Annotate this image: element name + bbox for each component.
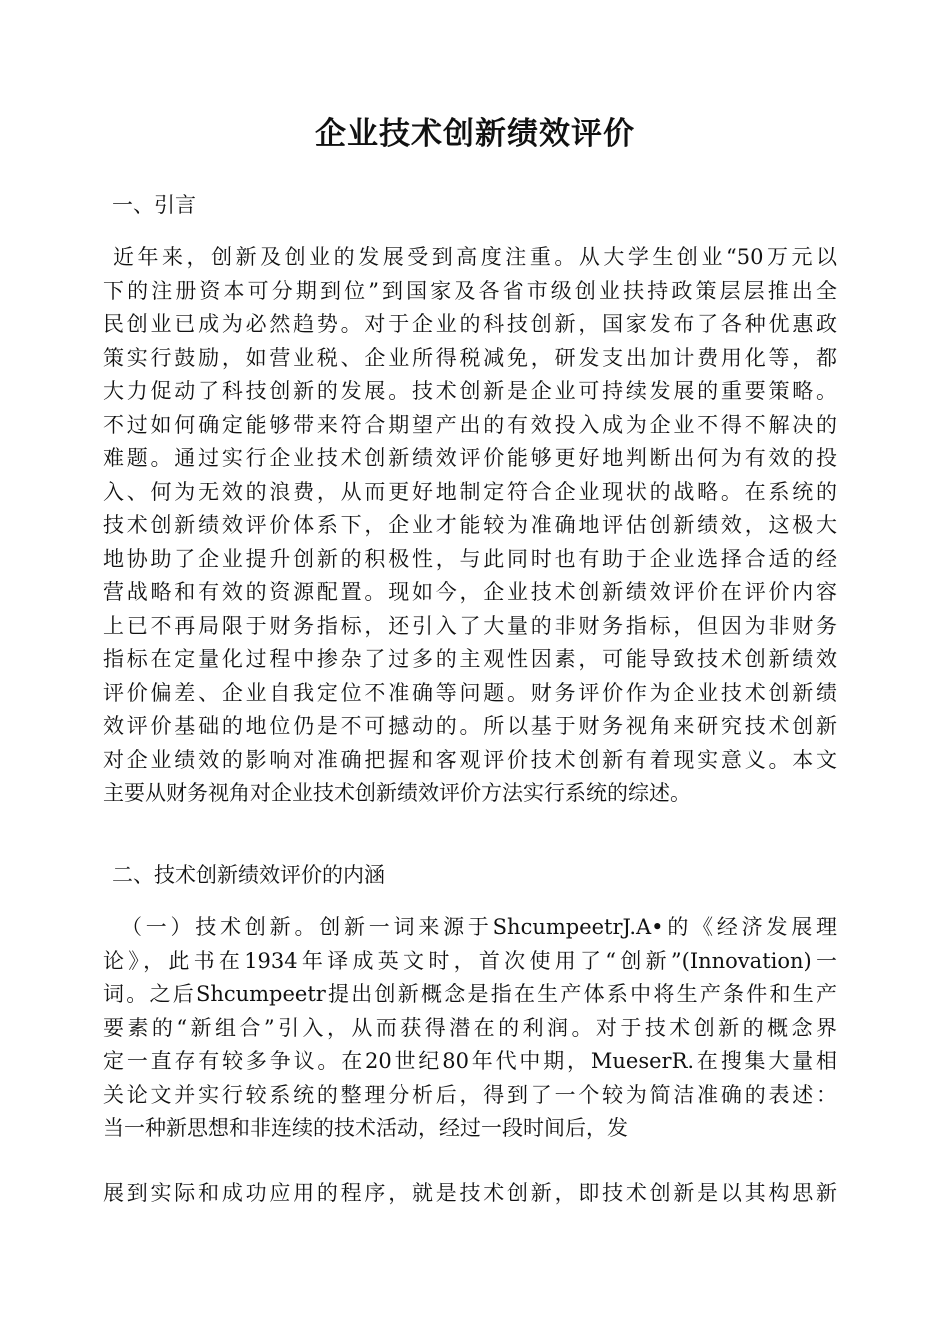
paragraph-line: 大力促动了科技创新的发展。技术创新是企业可持续发展的重要策略。	[103, 379, 837, 403]
paragraph-line: 地协助了企业提升创新的积极性，与此同时也有助于企业选择合适的经	[103, 546, 837, 571]
paragraph-line: 下的注册资本可分期到位”到国家及各省市级创业扶持政策层层推出全	[103, 278, 837, 303]
section-heading-introduction: 一、引言	[112, 193, 196, 217]
paragraph-line: 评价偏差、企业自我定位不准确等问题。财务评价作为企业技术创新绩	[103, 680, 837, 705]
paragraph-line: 词。之后Shcumpeetr提出创新概念是指在生产体系中将生产条件和生产	[103, 982, 837, 1006]
paragraph-line: 营战略和有效的资源配置。现如今，企业技术创新绩效评价在评价内容	[103, 580, 837, 604]
paragraph-line: 近年来，创新及创业的发展受到高度注重。从大学生创业“50万元以	[113, 245, 837, 269]
paragraph-technology-innovation	[103, 911, 837, 1146]
paragraph-line: 要素的“新组合”引入，从而获得潜在的利润。对于技术创新的概念界	[103, 1015, 837, 1040]
paragraph-line: 民创业已成为必然趋势。对于企业的科技创新，国家发布了各种优惠政	[103, 312, 837, 336]
paragraph-line: 入、何为无效的浪费，从而更好地制定符合企业现状的战略。在系统的	[103, 479, 837, 504]
paragraph-line: 效评价基础的地位仍是不可撼动的。所以基于财务视角来研究技术创新	[103, 714, 837, 738]
section-heading-connotation: 二、技术创新绩效评价的内涵	[112, 863, 385, 887]
paragraph-line: （一）技术创新。创新一词来源于ShcumpeetrJ.A•的《经济发展理	[121, 915, 837, 939]
paragraph-line: 展到实际和成功应用的程序，就是技术创新，即技术创新是以其构思新	[103, 1181, 837, 1205]
paragraph-line: 上已不再局限于财务指标，还引入了大量的非财务指标，但因为非财务	[103, 613, 837, 638]
paragraph-introduction	[103, 241, 837, 811]
paragraph-line: 难题。通过实行企业技术创新绩效评价能够更好地判断出何为有效的投	[103, 446, 837, 470]
paragraph-line: 指标在定量化过程中掺杂了过多的主观性因素，可能导致技术创新绩效	[103, 647, 837, 671]
document-title: 企业技术创新绩效评价	[315, 116, 635, 152]
paragraph-line: 论》，此书在1934年译成英文时，首次使用了“创新”(Innovation)一	[103, 948, 837, 973]
paragraph-line: 技术创新绩效评价体系下，企业才能较为准确地评估创新绩效，这极大	[103, 513, 837, 537]
paragraph-line: 关论文并实行较系统的整理分析后，得到了一个较为简洁准确的表述：	[103, 1082, 837, 1107]
paragraph-line: 对企业绩效的影响对准确把握和客观评价技术创新有着现实意义。本文	[103, 747, 837, 772]
paragraph-line: 定一直存有较多争议。在20世纪80年代中期，MueserR.在搜集大量相	[103, 1049, 837, 1073]
paragraph-line: 主要从财务视角对企业技术创新绩效评价方法实行系统的综述。	[103, 781, 691, 805]
paragraph-line: 不过如何确定能够带来符合期望产出的有效投入成为企业不得不解决的	[103, 412, 837, 437]
paragraph-line: 当一种新思想和非连续的技术活动，经过一段时间后，发	[103, 1116, 628, 1140]
paragraph-line: 策实行鼓励，如营业税、企业所得税减免，研发支出加计费用化等，都	[103, 345, 837, 370]
paragraph-continued	[103, 1177, 837, 1211]
